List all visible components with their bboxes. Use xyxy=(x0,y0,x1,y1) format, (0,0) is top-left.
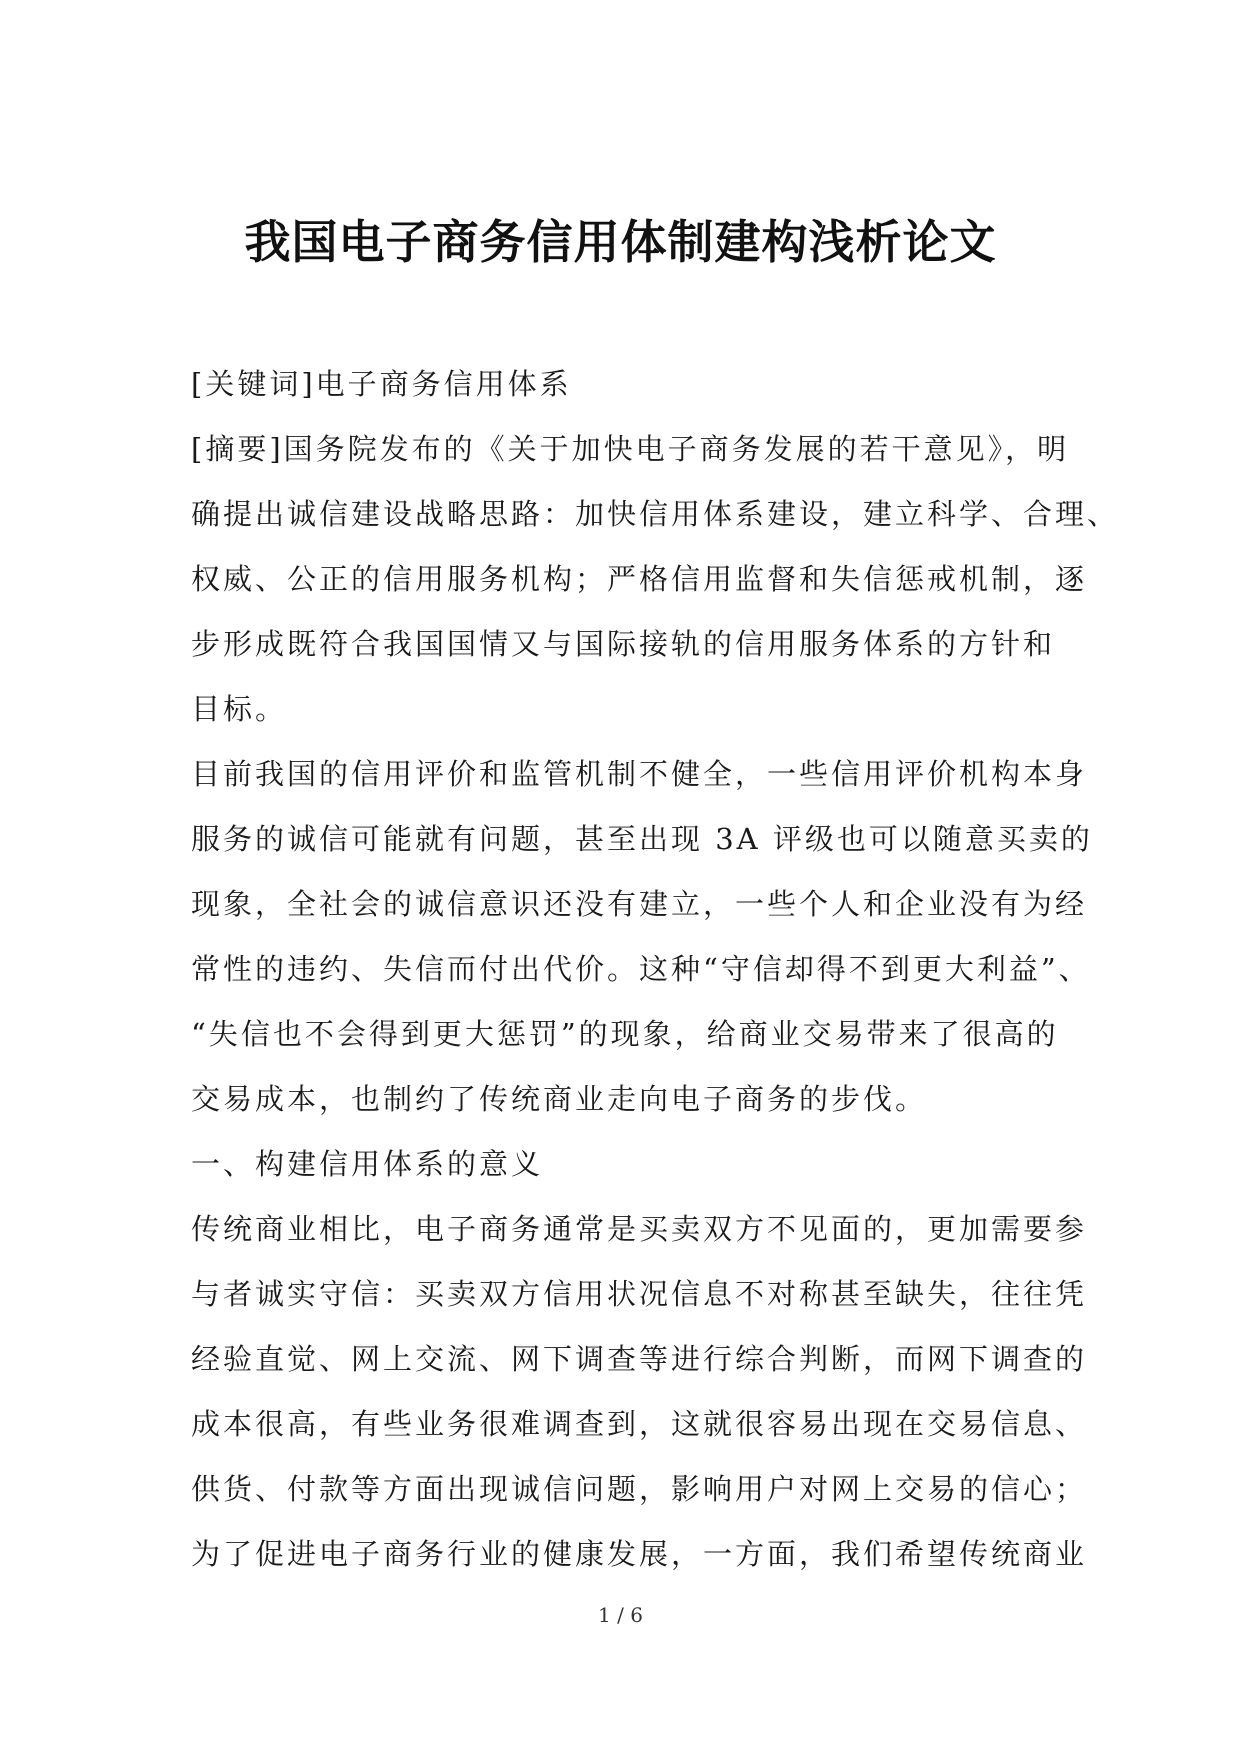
section-heading: 一、构建信用体系的意义 xyxy=(191,1147,544,1181)
body-line: 传统商业相比，电子商务通常是买卖双方不见面的，更加需要参 xyxy=(191,1212,1088,1246)
keywords-line: [关键词]电子商务信用体系 xyxy=(191,367,572,401)
document-body xyxy=(191,352,1120,1587)
body-line: 常性的违约、失信而付出代价。这种“守信却得不到更大利益”、 xyxy=(191,952,1091,986)
body-line: 现象，全社会的诚信意识还没有建立，一些个人和企业没有为经 xyxy=(191,887,1088,921)
body-line: 目前我国的信用评价和监管机制不健全，一些信用评价机构本身 xyxy=(191,757,1088,791)
body-line: 权威、公正的信用服务机构；严格信用监督和失信惩戒机制，逐 xyxy=(191,562,1088,596)
body-line: 供货、付款等方面出现诚信问题，影响用户对网上交易的信心； xyxy=(191,1472,1088,1506)
body-line: 为了促进电子商务行业的健康发展，一方面，我们希望传统商业 xyxy=(191,1537,1088,1571)
page-number: 1 / 6 xyxy=(598,1603,643,1627)
document-title: 我国电子商务信用体制建构浅析论文 xyxy=(244,215,997,269)
body-line: 步形成既符合我国国情又与国际接轨的信用服务体系的方针和 xyxy=(191,627,1056,661)
abstract-line: [摘要]国务院发布的《关于加快电子商务发展的若干意见》，明 xyxy=(191,432,1070,466)
body-line: 成本很高，有些业务很难调查到，这就很容易出现在交易信息、 xyxy=(191,1407,1088,1441)
body-line: 服务的诚信可能就有问题，甚至出现 3A 评级也可以随意买卖的 xyxy=(191,822,1093,856)
body-line: 与者诚实守信：买卖双方信用状况信息不对称甚至缺失，往往凭 xyxy=(191,1277,1088,1311)
body-line: 经验直觉、网上交流、网下调查等进行综合判断，而网下调查的 xyxy=(191,1342,1088,1376)
body-line: 目标。 xyxy=(191,692,288,726)
body-line: 确提出诚信建设战略思路：加快信用体系建设，建立科学、合理、 xyxy=(191,497,1120,531)
body-line: 交易成本，也制约了传统商业走向电子商务的步伐。 xyxy=(191,1082,928,1116)
body-line: “失信也不会得到更大惩罚”的现象，给商业交易带来了很高的 xyxy=(191,1017,1059,1051)
